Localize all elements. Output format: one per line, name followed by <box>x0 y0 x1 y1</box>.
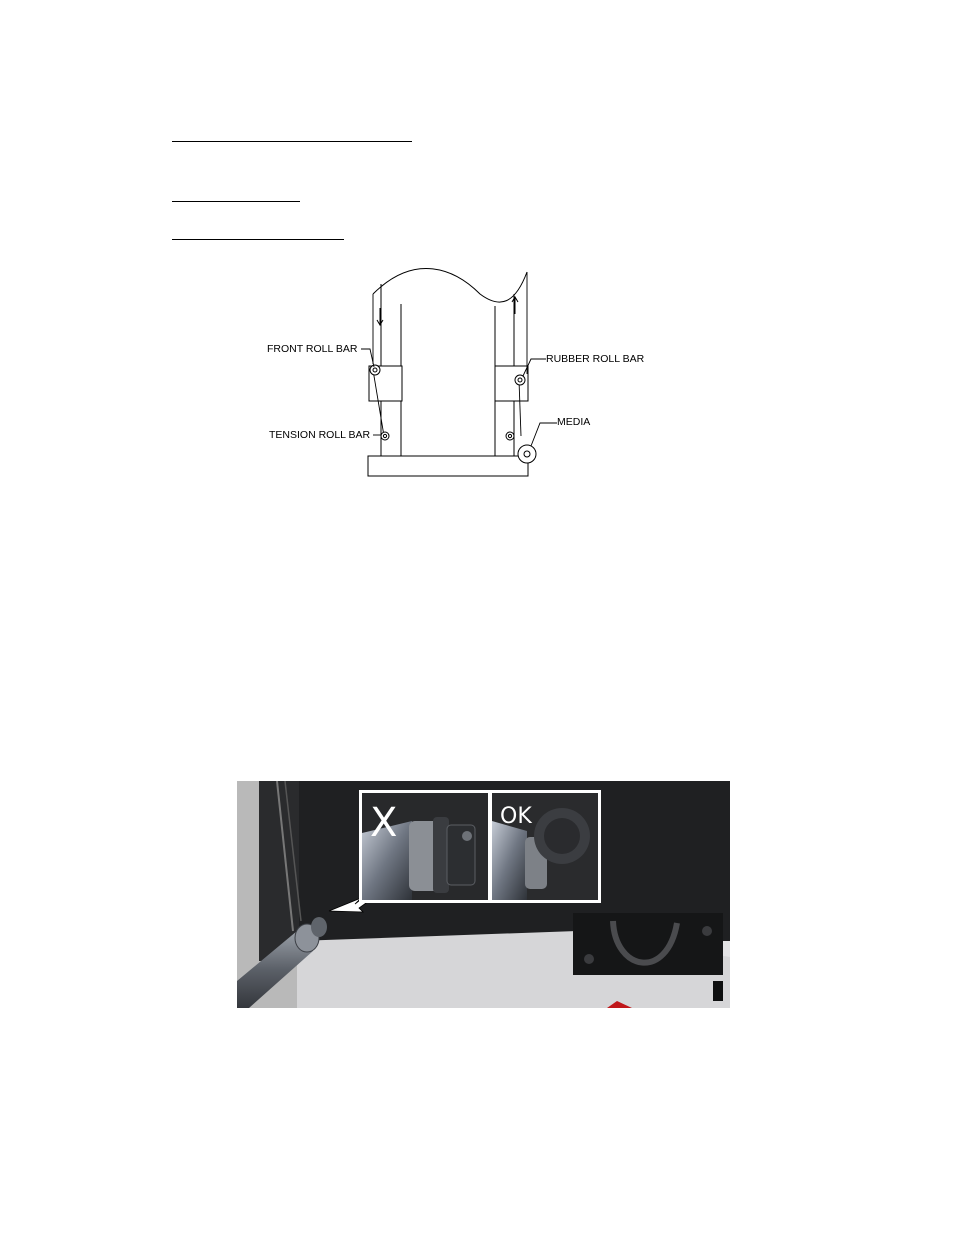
lower-right-roller <box>506 432 514 440</box>
correct-mark: OK <box>500 804 532 829</box>
subheading-underline-2 <box>172 239 344 240</box>
tension-roll-bar-roller <box>381 432 389 440</box>
rubber-roll-bar-roller <box>515 375 525 385</box>
media-curve <box>373 268 527 302</box>
roll-holder-bracket <box>573 913 723 975</box>
incorrect-installation-inset <box>362 793 488 900</box>
front-roll-bar-label: FRONT ROLL BAR <box>267 343 358 355</box>
section-heading-underline <box>172 141 412 142</box>
media-path-diagram <box>265 264 650 479</box>
incorrect-mark: X <box>370 800 398 846</box>
photo-svg <box>237 781 730 1008</box>
direction-arrows <box>377 297 518 325</box>
media-path-lines <box>373 272 527 436</box>
media-roll <box>518 445 536 463</box>
base-plate <box>368 456 528 476</box>
media-label: MEDIA <box>557 416 591 428</box>
correct-installation-inset <box>492 793 598 900</box>
subheading-underline <box>172 201 300 202</box>
tension-roll-bar-label: TENSION ROLL BAR <box>269 429 371 441</box>
front-roll-bar-roller <box>370 365 380 375</box>
roll-bar-installation-photo <box>237 781 730 1008</box>
media-path-svg <box>265 264 650 479</box>
rubber-roll-bar-label: RUBBER ROLL BAR <box>546 353 645 365</box>
